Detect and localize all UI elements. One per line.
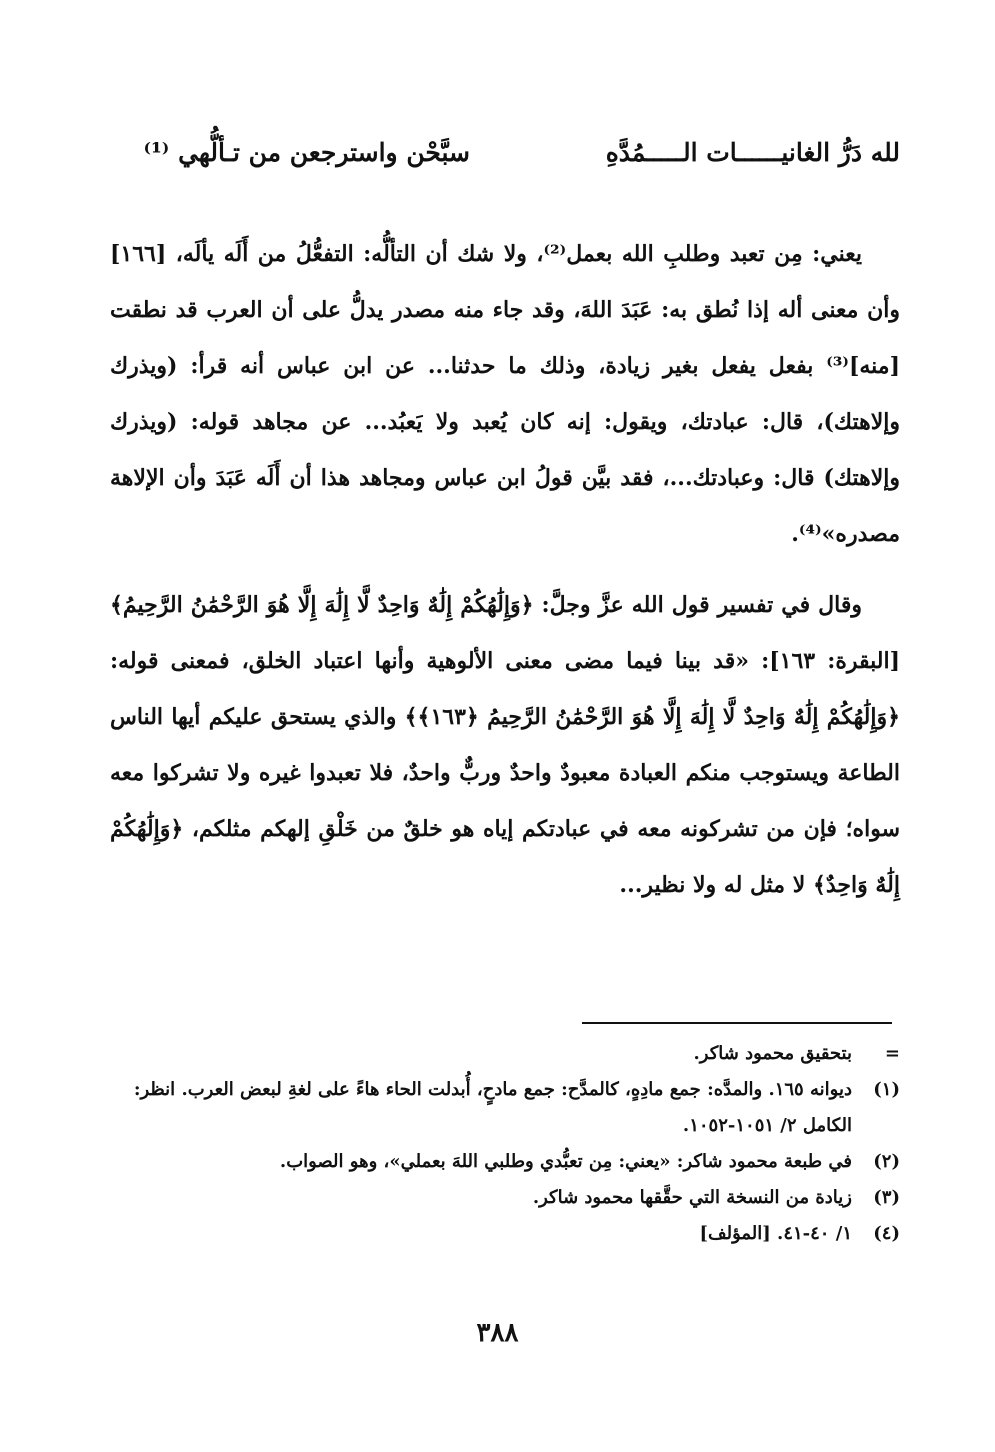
paragraph-1-text: يعني: مِن تعبد وطلبِ الله بعمل⁽²⁾، ولا شك أن التألُّه: التفعُّلُ من أَلَه يألَه، [١٦٦] وأن معنى أله إذا نُطق به: عَبَدَ اللهَ، وقد جاء منه مصدر يدلُّ على أن العرب قد نطقت [منه]⁽³⁾ بفعل يفعل بغير زيادة، وذلك ما حدثنا... عن ابن عباس أنه قرأ: (ويذرك وإلاهتك)، قال: عبادتك، ويقول: إنه كان يُعبد ولا يَعبُد... عن مجاهد قوله: (ويذرك وإلاهتك) قال: وعبادتك...، فقد بيَّن قولُ ابن عباس ومجاهد هذا أن أَلَه عَبَدَ وأن الإلاهة مصدره»⁽⁴⁾.: [110, 241, 900, 547]
footnotes: [110, 1036, 900, 1252]
footnote-mark: =: [884, 1043, 900, 1064]
footnote-1: [110, 1072, 900, 1144]
paragraph-2: [110, 577, 900, 913]
footnote-mark: (٣): [873, 1187, 900, 1208]
poem-verse: [110, 138, 900, 188]
footnote-text: ١/ ٤٠-٤١. [المؤلف]: [699, 1223, 852, 1244]
footnote-mark: (١): [873, 1079, 900, 1100]
footnote-text: زيادة من النسخة التي حقَّقها محمود شاكر.: [532, 1187, 852, 1208]
footnote-divider: [582, 1022, 892, 1024]
verse-second-hemistich: سبَّحْن واسترجعن من تـألُّهي ⁽¹⁾: [143, 138, 470, 167]
footnote-mark: (٤): [873, 1223, 900, 1244]
footnote-3: [110, 1180, 900, 1216]
footnote-text: في طبعة محمود شاكر: «يعني: مِن تعبُّدي وطلبي اللهَ بعملي»، وهو الصواب.: [279, 1151, 852, 1172]
paragraph-1: [110, 226, 900, 562]
verse-first-hemistich: لله دَرُّ الغانيــــــات الـــــمُدَّهِ: [605, 138, 900, 167]
footnote-2: [110, 1144, 900, 1180]
page-number: ٣٨٨: [476, 1318, 519, 1348]
footnote-text: ديوانه ١٦٥. والمدَّه: جمع مادِهٍ، كالمدَّح: جمع مادحٍ، أُبدلت الحاء هاءً على لغةِ لبعض العرب. انظر: الكامل ٢/ ١٠٥١-١٠٥٢.: [133, 1079, 852, 1136]
footnote-text: بتحقيق محمود شاكر.: [693, 1043, 852, 1064]
footnote-mark: (٢): [873, 1151, 900, 1172]
footnote-4: [110, 1216, 900, 1252]
footnote-continuation: [110, 1036, 900, 1072]
paragraph-2-text: وقال في تفسير قول الله عزَّ وجلَّ: ﴿وَإِلَٰهُكُمْ إِلَٰهٌ وَاحِدٌ لَّا إِلَٰهَ إِلَّا هُوَ الرَّحْمَٰنُ الرَّحِيمُ﴾ [البقرة: ١٦٣]: «قد بينا فيما مضى معنى الألوهية وأنها اعتباد الخلق، فمعنى قوله: ﴿وَإِلَٰهُكُمْ إِلَٰهٌ وَاحِدٌ لَّا إِلَٰهَ إِلَّا هُوَ الرَّحْمَٰنُ الرَّحِيمُ ﴿١٦٣﴾﴾ والذي يستحق عليكم أيها الناس الطاعة ويستوجب منكم العبادة معبودٌ واحدٌ وربٌّ واحدٌ، فلا تعبدوا غيره ولا تشركوا معه سواه؛ فإن من تشركونه معه في عبادتكم إياه هو خلقٌ من خَلْقِ إلهكم مثلكم، ﴿وَإِلَٰهُكُمْ إِلَٰهٌ وَاحِدٌ﴾ لا مثل له ولا نظير...: [110, 592, 901, 898]
